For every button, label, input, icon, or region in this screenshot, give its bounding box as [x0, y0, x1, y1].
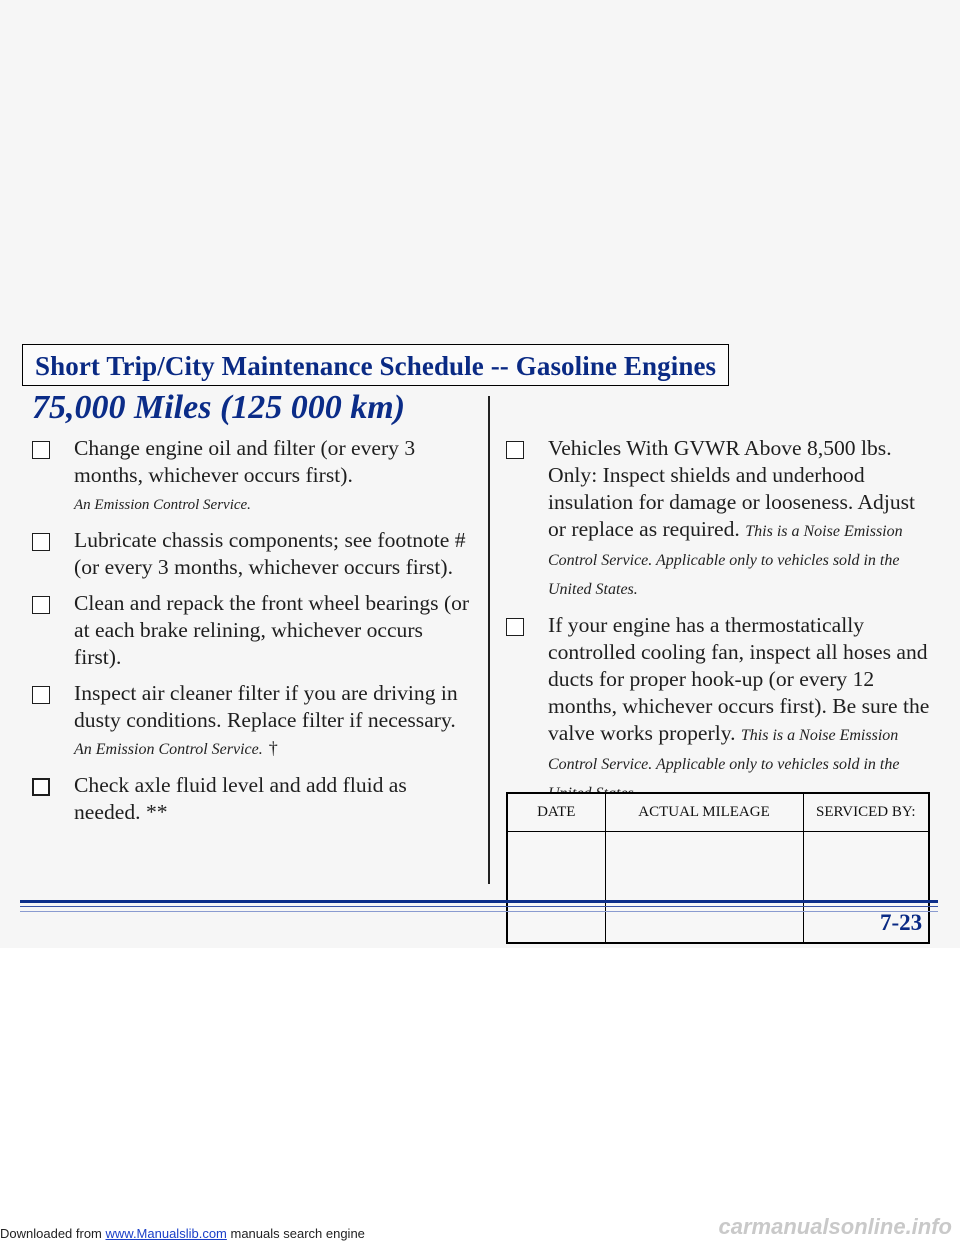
checkbox-icon[interactable] [32, 441, 50, 459]
noise-emission-note: This is a Noise Emission Control Service. Applicable only to vehicles sold in the [548, 727, 900, 773]
emission-note: An Emission Control Service. [74, 741, 263, 758]
page-number: 7-23 [880, 910, 923, 935]
date-cell[interactable] [507, 831, 605, 943]
checkbox-icon[interactable] [32, 596, 50, 614]
item-text-main: Vehicles With GVWR Above 8,500 lbs. Only: Inspect shields and underhood insulation for damage or looseness. Adjust or replace as required. [548, 436, 916, 541]
checkbox-icon[interactable] [32, 533, 50, 551]
mileage-column-header: ACTUAL MILEAGE [605, 793, 803, 831]
checklist-item [506, 435, 936, 603]
noise-emission-note: This is a Noise Emission Control Service. Applicable only to vehicles sold in the United States. [548, 523, 903, 598]
checklist-item [506, 612, 936, 807]
item-text: Lubricate chassis components; see footnote # (or every 3 months, whichever occurs first). [74, 528, 466, 579]
footer-prefix: Downloaded from [0, 1226, 106, 1241]
item-text [548, 612, 936, 807]
section-title: Short Trip/City Maintenance Schedule -- Gasoline Engines [22, 344, 729, 386]
date-column-header: DATE [507, 793, 605, 831]
footer-rule [20, 906, 938, 907]
mileage-heading: 75,000 Miles (125 000 km) [32, 389, 406, 426]
left-checklist [32, 435, 472, 835]
checkbox-icon[interactable] [32, 778, 50, 796]
table-header-row [507, 793, 929, 831]
site-watermark: carmanualsonline.info [718, 1214, 952, 1239]
service-record-table [506, 792, 930, 944]
checkbox-icon[interactable] [506, 618, 524, 636]
item-text: Change engine oil and filter (or every 3 months, whichever occurs first). [74, 436, 416, 487]
footer-rule [20, 900, 938, 903]
manualslib-link[interactable]: www.Manualslib.com [105, 1226, 227, 1241]
item-text [548, 435, 936, 603]
checklist-item [32, 435, 472, 518]
checklist-item [32, 680, 472, 763]
right-checklist [506, 435, 936, 816]
emission-note: An Emission Control Service. [74, 497, 251, 513]
item-text: Check axle fluid level and add fluid as needed. ** [74, 773, 407, 824]
item-text: Clean and repack the front wheel bearings (or at each brake relining, whichever occurs first). [74, 591, 470, 669]
footer-rule [20, 911, 938, 912]
serviced-by-column-header: SERVICED BY: [803, 793, 929, 831]
table-row [507, 831, 929, 943]
item-text-main: Inspect air cleaner filter if you are driving in dusty conditions. Replace filter if necessary. [74, 681, 458, 732]
checkbox-icon[interactable] [506, 441, 524, 459]
mileage-cell[interactable] [605, 831, 803, 943]
download-footer [0, 1226, 365, 1241]
checklist-item [32, 590, 472, 671]
footer-suffix: manuals search engine [226, 1226, 365, 1241]
item-text [74, 680, 472, 763]
dagger-mark: † [268, 738, 278, 758]
item-text-main: If your engine has a thermostatically controlled cooling fan, inspect all hoses and ducts for proper hook-up (or every 12 months, whichever occurs first). Be sure the valve works properly. [548, 613, 930, 745]
checklist-item [32, 772, 472, 826]
column-divider [488, 396, 490, 884]
checklist-item [32, 527, 472, 581]
checkbox-icon[interactable] [32, 686, 50, 704]
